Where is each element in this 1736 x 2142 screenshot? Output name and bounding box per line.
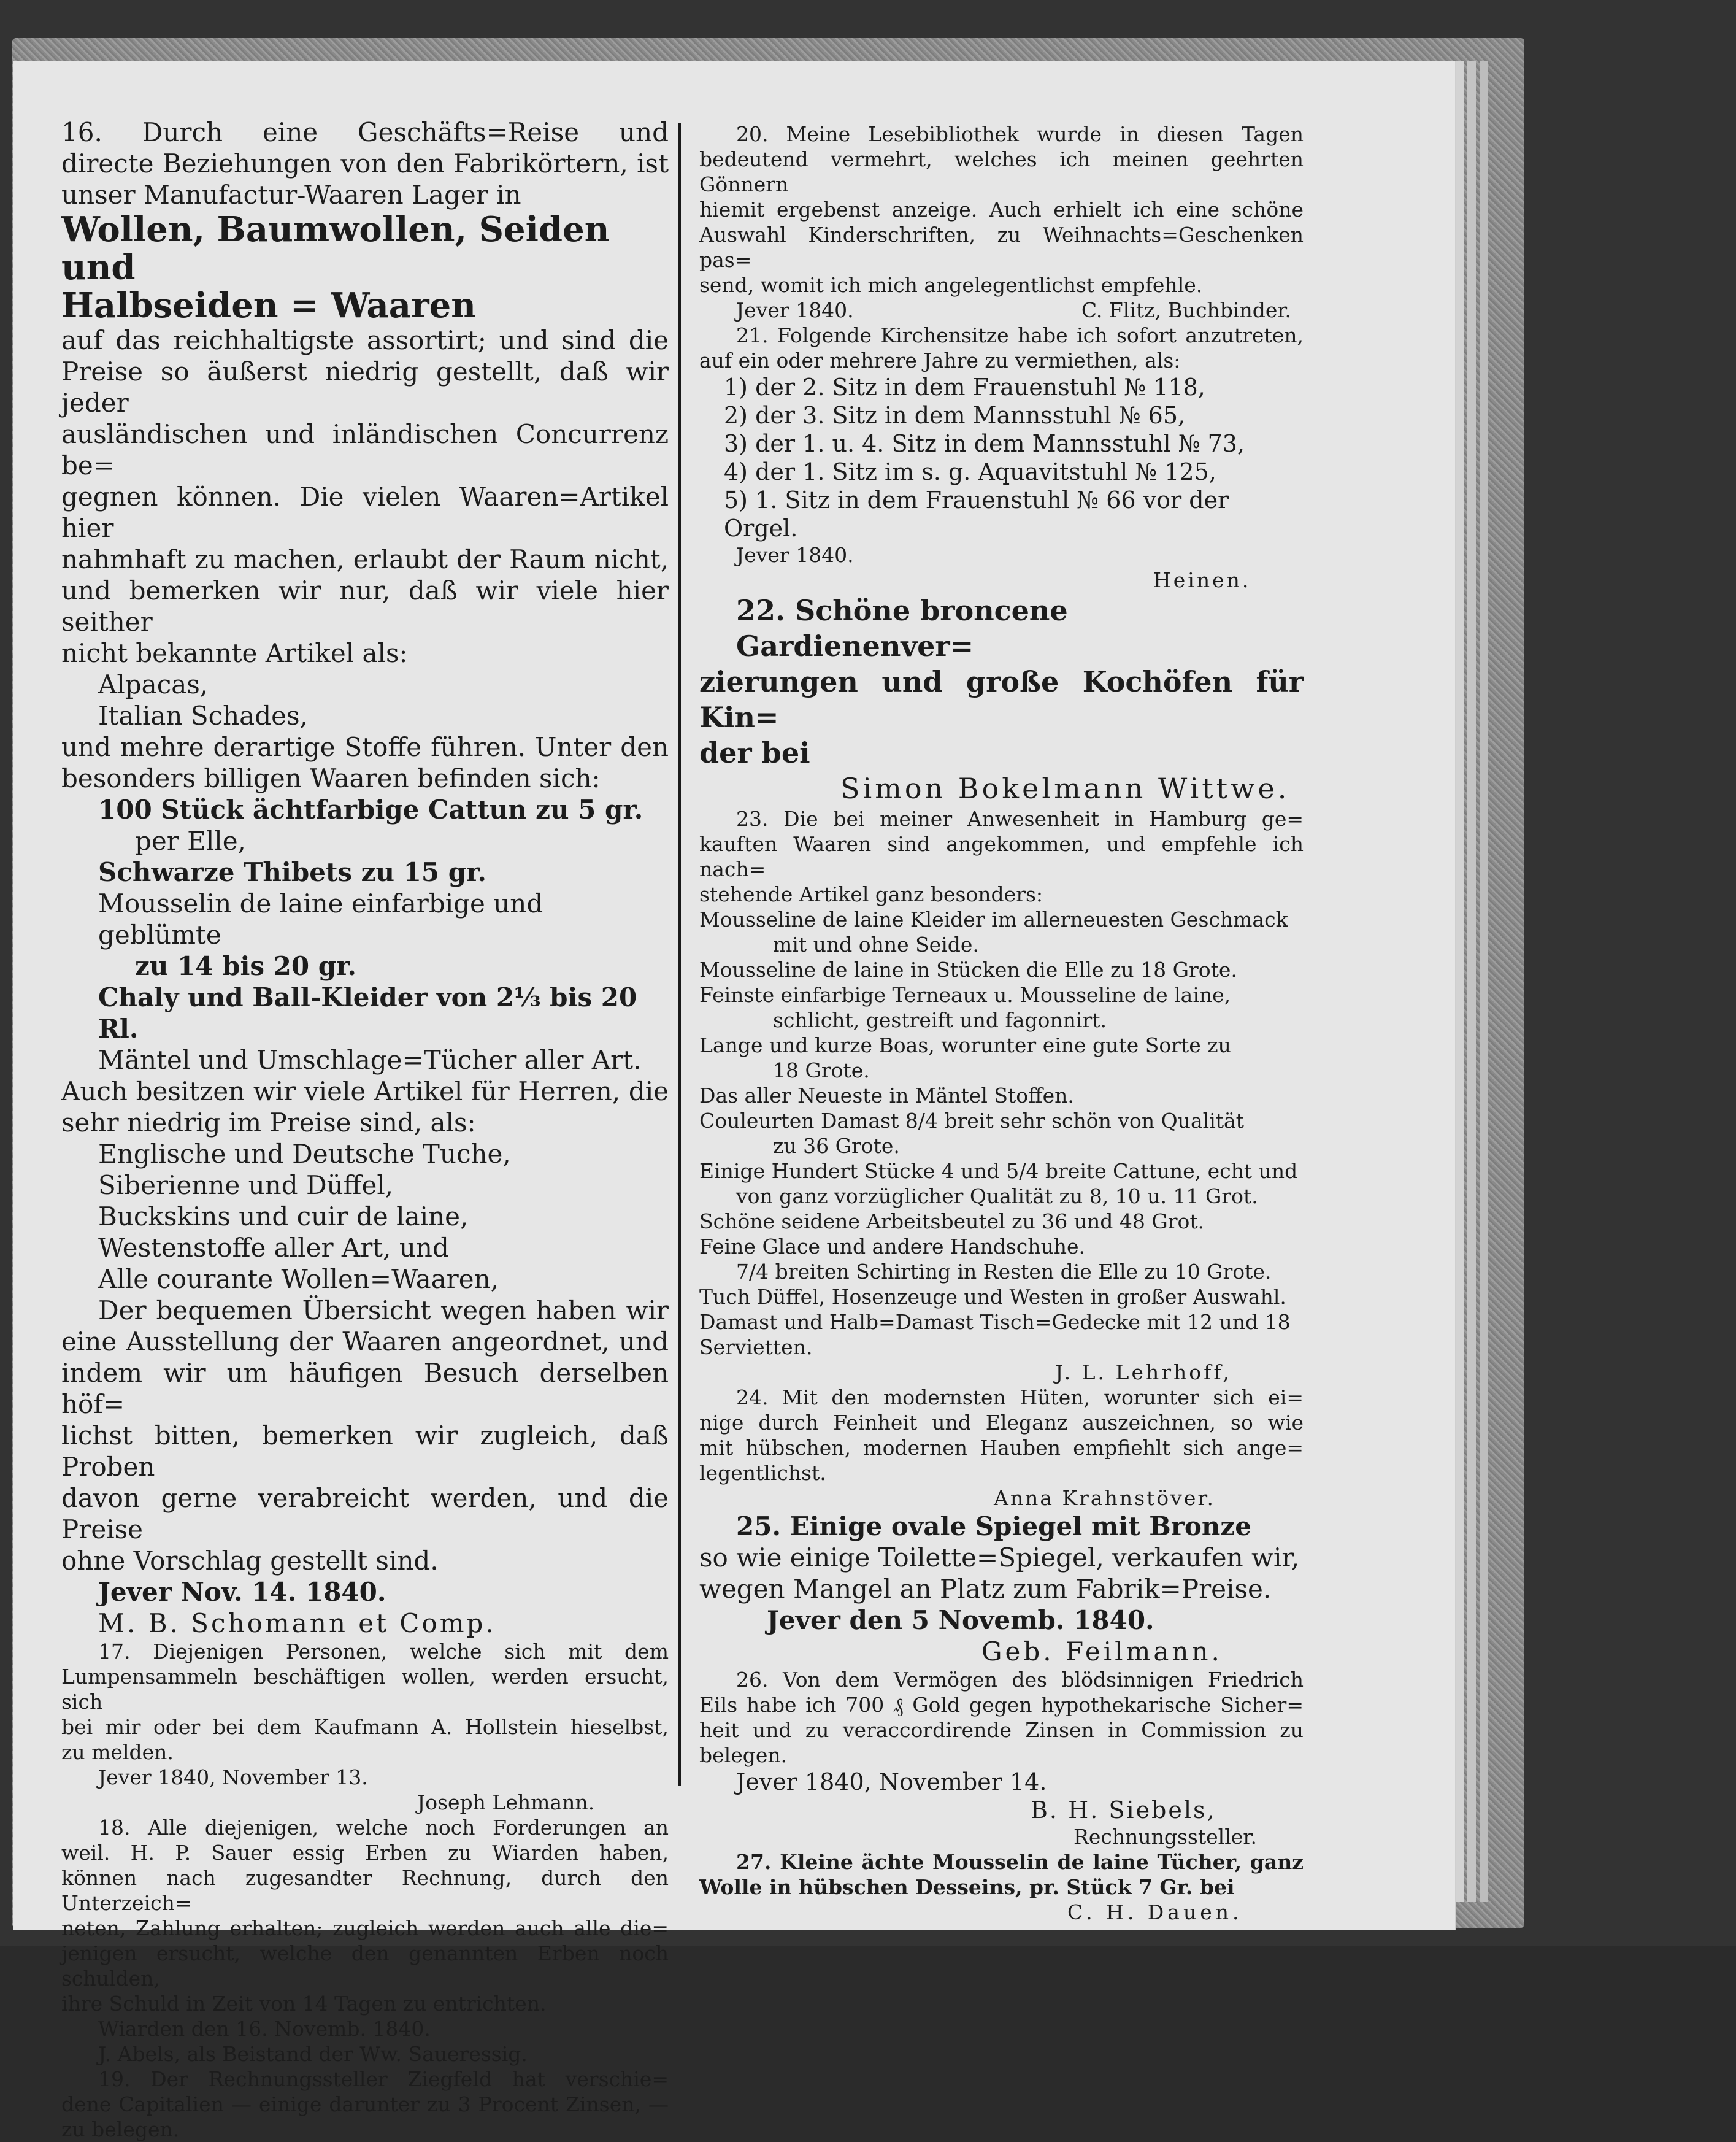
ad-date: Wiarden den 16. Novemb. 1840. <box>98 2017 431 2041</box>
ad-line: 26. Von dem Vermögen des blödsinnigen Friedrich <box>736 1668 1304 1692</box>
ad-line: zierungen und große Kochöfen für Kin= <box>699 665 1304 734</box>
list-item: Westenstoffe aller Art, und <box>98 1233 449 1263</box>
list-item: 5) 1. Sitz in dem Frauenstuhl № 66 vor der Orgel. <box>724 487 1229 542</box>
ad-21 <box>699 323 1304 593</box>
ad-heading: Halbseiden = Waaren <box>61 285 476 326</box>
ad-line: dene Capitalien — einige darunter zu 3 Procent Zinsen, — <box>61 2092 669 2116</box>
ad-line: Der bequemen Übersicht wegen haben wir <box>98 1295 669 1325</box>
ad-signature: M. B. Schomann et Comp. <box>98 1608 496 1638</box>
ad-18 <box>61 1815 669 2067</box>
ad-line: 20. Meine Lesebibliothek wurde in diesen Tagen <box>736 122 1304 146</box>
ad-line: directe Beziehungen von den Fabrikörtern, ist <box>61 148 669 179</box>
ad-line: unser Manufactur-Waaren Lager in <box>61 180 521 210</box>
ad-line: Eils habe ich 700 ₰ Gold gegen hypothekarische Sicher= <box>699 1693 1304 1717</box>
list-item: 1) der 2. Sitz in dem Frauenstuhl № 118, <box>724 374 1205 401</box>
ad-line: und bemerken wir nur, daß wir viele hier seither <box>61 576 669 637</box>
list-item: Das aller Neueste in Mäntel Stoffen. <box>699 1084 1074 1108</box>
list-item: 7/4 breiten Schirting in Resten die Elle zu 10 Grote. <box>736 1260 1272 1284</box>
list-item: Couleurten Damast 8/4 breit sehr schön von Qualität <box>699 1109 1244 1133</box>
ad-25 <box>699 1511 1304 1667</box>
ad-line: stehende Artikel ganz besonders: <box>699 882 1043 906</box>
ad-16 <box>61 117 669 1639</box>
ad-line: davon gerne verabreicht werden, und die Preise <box>61 1483 669 1544</box>
ad-line: so wie einige Toilette=Spiegel, verkaufen wir, <box>699 1543 1300 1573</box>
ad-signature: Simon Bokelmann Wittwe. <box>840 772 1290 805</box>
list-item: Schöne seidene Arbeitsbeutel zu 36 und 48 Grot. <box>699 1209 1205 1233</box>
ad-line: eine Ausstellung der Waaren angeordnet, und <box>61 1327 669 1357</box>
ad-signature: Geb. Feilmann. <box>981 1636 1223 1666</box>
ad-line: neten, Zahlung erhalten; zugleich werden auch alle die= <box>61 1916 669 1940</box>
ad-line: der bei <box>699 736 810 769</box>
offer-line: zu 14 bis 20 gr. <box>135 951 356 981</box>
list-item: Siberienne und Düffel, <box>98 1170 394 1200</box>
ad-date: Jever Nov. 14. 1840. <box>98 1577 386 1607</box>
ad-line: bei mir oder bei dem Kaufmann A. Hollstein hieselbst, <box>61 1715 669 1739</box>
list-item: Einige Hundert Stücke 4 und 5/4 breite Cattune, echt und <box>699 1159 1298 1183</box>
offer-line: Mousselin de laine einfarbige und geblümte <box>98 888 543 950</box>
ad-line: 21. Folgende Kirchensitze habe ich sofort anzutreten, <box>736 323 1304 347</box>
ad-line: indem wir um häufigen Besuch derselben höf= <box>61 1358 669 1419</box>
ad-signature: Joseph Lehmann. <box>417 1790 595 1814</box>
ad-signature: J. Abels, als Beistand der Ww. Saueressig. <box>98 2042 528 2066</box>
right-column <box>699 121 1304 1925</box>
ad-line: besonders billigen Waaren befinden sich: <box>61 763 601 793</box>
ad-line: weil. H. P. Sauer essig Erben zu Wiarden haben, <box>61 1841 669 1865</box>
ad-line: und mehre derartige Stoffe führen. Unter den <box>61 732 669 762</box>
ad-line: Lumpensammeln beschäftigen wollen, werden ersucht, sich <box>61 1665 669 1714</box>
ad-line: können nach zugesandter Rechnung, durch den Unterzeich= <box>61 1866 669 1915</box>
list-item: schlicht, gestreift und fagonnirt. <box>773 1008 1107 1032</box>
ad-line: mit hübschen, modernen Hauben empfiehlt sich ange= <box>699 1436 1304 1460</box>
ad-line: bedeutend vermehrt, welches ich meinen geehrten Gönnern <box>699 147 1304 196</box>
ad-date: Jever 1840, November 13. <box>98 1765 368 1789</box>
ad-date: Jever 1840, November 14. <box>736 1768 1047 1795</box>
ad-signature: C. H. Dauen. <box>1067 1900 1243 1924</box>
ad-line: 16. Durch eine Geschäfts=Reise und <box>61 117 669 147</box>
ad-line: nige durch Feinheit und Eleganz auszeichnen, so wie <box>699 1411 1304 1435</box>
ad-22 <box>699 593 1304 806</box>
page-edge <box>1455 61 1464 1902</box>
ad-line: 18. Alle diejenigen, welche noch Forderungen an <box>98 1816 669 1840</box>
list-item: Damast und Halb=Damast Tisch=Gedecke mit 12 und 18 <box>699 1310 1291 1334</box>
ad-line: gegnen können. Die vielen Waaren=Artikel hier <box>61 482 669 543</box>
ad-line: send, womit ich mich angelegentlichst empfehle. <box>699 273 1203 297</box>
column-divider <box>678 123 681 1786</box>
list-item: Mousseline de laine Kleider im allerneuesten Geschmack <box>699 907 1288 931</box>
ad-signature: Anna Krahnstöver. <box>994 1486 1215 1510</box>
ad-17 <box>61 1639 669 1815</box>
ad-line: 17. Diejenigen Personen, welche sich mit dem <box>98 1639 669 1663</box>
ad-line: Auch besitzen wir viele Artikel für Herren, die <box>61 1076 669 1106</box>
list-item: Alle courante Wollen=Waaren, <box>98 1264 499 1294</box>
offer-line: Schwarze Thibets zu 15 gr. <box>98 857 486 887</box>
ad-signature: J. L. Lehrhoff, <box>1055 1360 1232 1384</box>
offer-line: 100 Stück ächtfarbige Cattun zu 5 gr. <box>98 795 643 825</box>
list-item: Italian Schades, <box>98 701 308 731</box>
list-item: 3) der 1. u. 4. Sitz in dem Mannsstuhl № 73, <box>724 430 1245 457</box>
ad-signature-title: Rechnungssteller. <box>1073 1825 1257 1849</box>
list-item: Alpacas, <box>98 669 209 699</box>
ad-line: legentlichst. <box>699 1461 826 1485</box>
ad-signature: B. H. Siebels, <box>1031 1797 1216 1824</box>
ad-24 <box>699 1385 1304 1511</box>
ad-line: zu melden. <box>61 1740 174 1764</box>
ad-line: belegen. <box>699 1743 788 1767</box>
ad-line: ohne Vorschlag gestellt sind. <box>61 1546 439 1576</box>
ad-line: lichst bitten, bemerken wir zugleich, daß Proben <box>61 1420 669 1482</box>
list-item: Feine Glace und andere Handschuhe. <box>699 1235 1086 1258</box>
list-item: von ganz vorzüglicher Qualität zu 8, 10 u. 11 Grot. <box>736 1184 1258 1208</box>
ad-line: heit und zu veraccordirende Zinsen in Commission zu <box>699 1718 1304 1742</box>
page-edge <box>1467 61 1476 1902</box>
ad-signature: C. Flitz, Buchbinder. <box>1081 298 1291 322</box>
ad-line: Auswahl Kinderschriften, zu Weihnachts=Geschenken pas= <box>699 223 1304 272</box>
list-item: Feinste einfarbige Terneaux u. Mousseline de laine, <box>699 983 1231 1007</box>
ad-date: Jever 1840. <box>736 298 854 322</box>
ad-line: hiemit ergebenst anzeige. Auch erhielt ich eine schöne <box>699 198 1304 222</box>
ad-line: nahmhaft zu machen, erlaubt der Raum nicht, <box>61 544 669 574</box>
list-item: mit und ohne Seide. <box>773 933 979 957</box>
ad-line: 22. Schöne broncene Gardienenver= <box>736 594 1068 663</box>
ad-line: sehr niedrig im Preise sind, als: <box>61 1108 476 1138</box>
ad-line: kauften Waaren sind angekommen, und empfehle ich nach= <box>699 832 1304 881</box>
ad-line: 27. Kleine ächte Mousselin de laine Tücher, ganz <box>736 1850 1304 1874</box>
ad-line: Wolle in hübschen Desseins, pr. Stück 7 Gr. bei <box>699 1875 1235 1899</box>
ad-line: auf ein oder mehrere Jahre zu vermiethen, als: <box>699 349 1181 372</box>
ad-signature: Heinen. <box>1153 568 1251 592</box>
ad-line: 23. Die bei meiner Anwesenheit in Hamburg ge= <box>736 807 1304 831</box>
list-item: Servietten. <box>699 1335 813 1359</box>
list-item: Buckskins und cuir de laine, <box>98 1201 469 1231</box>
list-item: Englische und Deutsche Tuche, <box>98 1139 511 1169</box>
list-item: 2) der 3. Sitz in dem Mannsstuhl № 65, <box>724 402 1186 429</box>
list-item: Tuch Düffel, Hosenzeuge und Westen in großer Auswahl. <box>699 1285 1286 1309</box>
ad-heading: Wollen, Baumwollen, Seiden und <box>61 209 610 288</box>
ad-19 <box>61 2067 669 2142</box>
offer-line: Mäntel und Umschlage=Tücher aller Art. <box>98 1045 642 1075</box>
list-item: zu 36 Grote. <box>773 1134 900 1158</box>
ad-20 <box>699 121 1304 323</box>
ad-line: 19. Der Rechnungssteller Ziegfeld hat verschie= <box>98 2067 669 2091</box>
list-item: 4) der 1. Sitz im s. g. Aquavitstuhl № 125, <box>724 458 1216 485</box>
list-item: Mousseline de laine in Stücken die Elle zu 18 Grote. <box>699 958 1237 982</box>
page-edge <box>1480 61 1488 1902</box>
ad-line: 25. Einige ovale Spiegel mit Bronze <box>736 1511 1251 1541</box>
ad-line: ihre Schuld in Zeit von 14 Tagen zu entrichten. <box>61 1992 547 2016</box>
ad-line: auf das reichhaltigste assortirt; und sind die <box>61 325 669 355</box>
ad-26 <box>699 1667 1304 1849</box>
ad-line: wegen Mangel an Platz zum Fabrik=Preise. <box>699 1574 1272 1604</box>
ad-footer <box>699 298 1304 323</box>
ad-line: Preise so äußerst niedrig gestellt, daß wir jeder <box>61 356 669 418</box>
ad-23 <box>699 806 1304 1385</box>
ad-line: nicht bekannte Artikel als: <box>61 638 408 668</box>
ad-line: 24. Mit den modernsten Hüten, worunter sich ei= <box>736 1385 1304 1409</box>
list-item: Lange und kurze Boas, worunter eine gute Sorte zu <box>699 1033 1231 1057</box>
ad-line: zu belegen. <box>61 2117 180 2141</box>
left-column <box>61 117 669 2142</box>
ad-line: jenigen ersucht, welche den genannten Erben noch schulden, <box>61 1941 669 1990</box>
offer-line: Chaly und Ball-Kleider von 2⅓ bis 20 Rl. <box>98 982 637 1044</box>
ad-date: Jever 1840. <box>736 543 854 567</box>
ad-27 <box>699 1849 1304 1925</box>
ad-line: ausländischen und inländischen Concurrenz be= <box>61 419 669 480</box>
offer-line: per Elle, <box>135 826 246 856</box>
ad-date: Jever den 5 Novemb. 1840. <box>767 1605 1154 1635</box>
list-item: 18 Grote. <box>773 1058 870 1082</box>
